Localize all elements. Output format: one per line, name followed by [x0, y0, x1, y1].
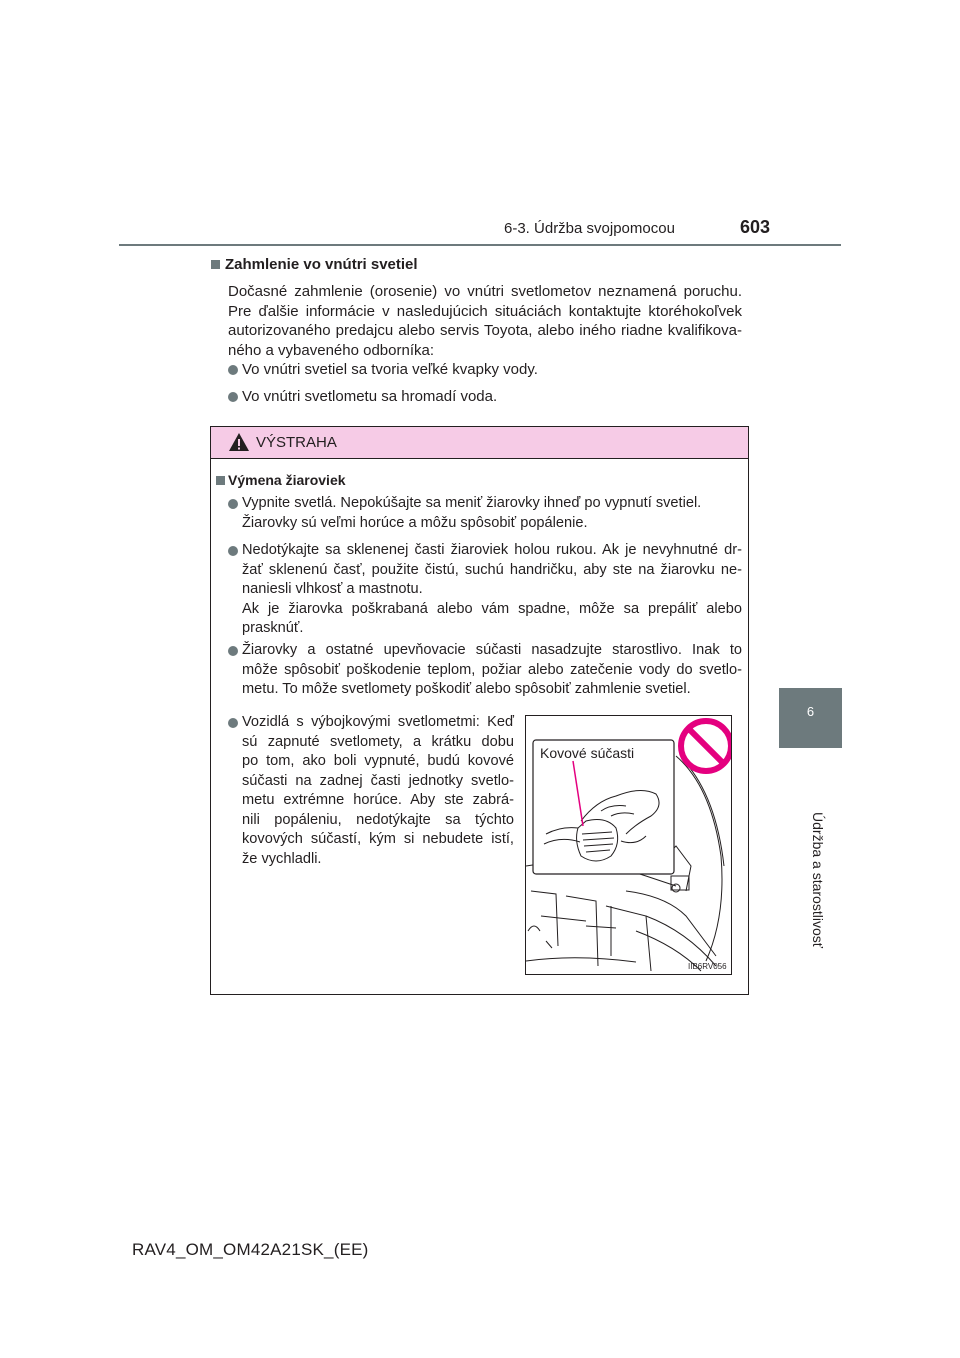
headlight-bulb-drawing	[526, 716, 731, 974]
warning-line: Žiarovky a ostatné upevňovacie súčasti nasadzujte starostlivo. Inak to	[242, 642, 742, 658]
warning-title: VÝSTRAHA	[256, 434, 337, 451]
warning-triangle-icon	[228, 432, 250, 452]
intro-paragraph-line: Pre ďalšie informácie v nasledujúcich situáciách kontaktujte ktoréhokoľvek	[228, 302, 742, 320]
chapter-title: Údržba a starostlivosť	[810, 812, 826, 948]
warning-heading-text: Výmena žiaroviek	[228, 472, 346, 488]
illustration-code: IIB6RV056	[688, 962, 727, 971]
chapter-tab-rule	[779, 747, 842, 748]
warning-line: že vychladli.	[242, 850, 322, 867]
round-bullet-icon	[228, 646, 238, 656]
warning-line: Nedotýkajte sa sklenenej časti žiaroviek holou rukou. Ak je nevyhnutné dr-	[242, 542, 742, 558]
warning-line: metu. To môže svetlomety poškodiť alebo spôsobiť zahmlenie svetiel.	[242, 681, 691, 697]
warning-line: Vypnite svetlá. Nepokúšajte sa meniť žiarovky ihneď po vypnutí svetiel.	[242, 495, 702, 511]
page-number: 603	[740, 217, 771, 237]
warning-line: kovových súčastí, kým si nebudete istí,	[242, 831, 514, 847]
warning-line: nili popáleniu, nedotýkajte sa týchto	[242, 811, 514, 828]
warning-line: Žiarovky sú veľmi horúce a môžu spôsobiť popálenie.	[242, 514, 588, 531]
intro-heading-text: Zahmlenie vo vnútri svetiel	[225, 256, 418, 273]
warning-line: súčasti na zadnej časti jednotky svetlo-	[242, 772, 514, 789]
intro-paragraph-line: Dočasné zahmlenie (orosenie) vo vnútri svetlometov neznamená poruchu.	[228, 283, 742, 300]
document-id: RAV4_OM_OM42A21SK_(EE)	[132, 1240, 369, 1259]
warning-line: žať sklenenú časť, použite čistú, suchú handričku, aby ste na žiarovku ne-	[242, 561, 742, 578]
intro-paragraph-line: ného a vybaveného odborníka:	[228, 341, 434, 359]
warning-line: Vozidlá s výbojkovými svetlometmi: Keď	[242, 714, 514, 730]
round-bullet-icon	[228, 365, 238, 375]
square-bullet-icon	[216, 476, 225, 485]
round-bullet-icon	[228, 546, 238, 556]
warning-line: môže spôsobiť poškodenie teplom, požiar alebo zatečenie vody do svetlo-	[242, 661, 742, 678]
round-bullet-icon	[228, 392, 238, 402]
warning-line: metu extrémne horúce. Aby ste zabrá-	[242, 792, 514, 808]
warning-line: naniesli vlhkosť a mastnotu.	[242, 581, 423, 597]
headlight-illustration	[525, 715, 732, 975]
list-item-text: Vo vnútri svetlometu sa hromadí voda.	[242, 388, 498, 405]
prohibition-sign-icon	[681, 721, 731, 771]
round-bullet-icon	[228, 718, 238, 728]
round-bullet-icon	[228, 499, 238, 509]
callout-label: Kovové súčasti	[540, 745, 635, 761]
warning-line: po tom, ako boli vypnuté, budú kovové	[242, 753, 514, 769]
warning-line: Ak je žiarovka poškrabaná alebo vám spadne, môže sa prepáliť alebo	[242, 600, 742, 617]
warning-line: sú zapnuté svetlomety, a krátku dobu	[242, 733, 514, 750]
list-item-text: Vo vnútri svetiel sa tvoria veľké kvapky vody.	[242, 361, 538, 378]
intro-paragraph-line: autorizovaného predajcu alebo servis Toyota, alebo iného riadne kvalifikova-	[228, 322, 742, 339]
chapter-number: 6	[806, 704, 815, 719]
header-rule	[119, 244, 841, 246]
warning-line: prasknúť.	[242, 620, 304, 636]
intro-paragraph	[228, 282, 742, 360]
square-bullet-icon	[211, 260, 220, 269]
section-title: 6-3. Údržba svojpomocou	[504, 220, 675, 237]
